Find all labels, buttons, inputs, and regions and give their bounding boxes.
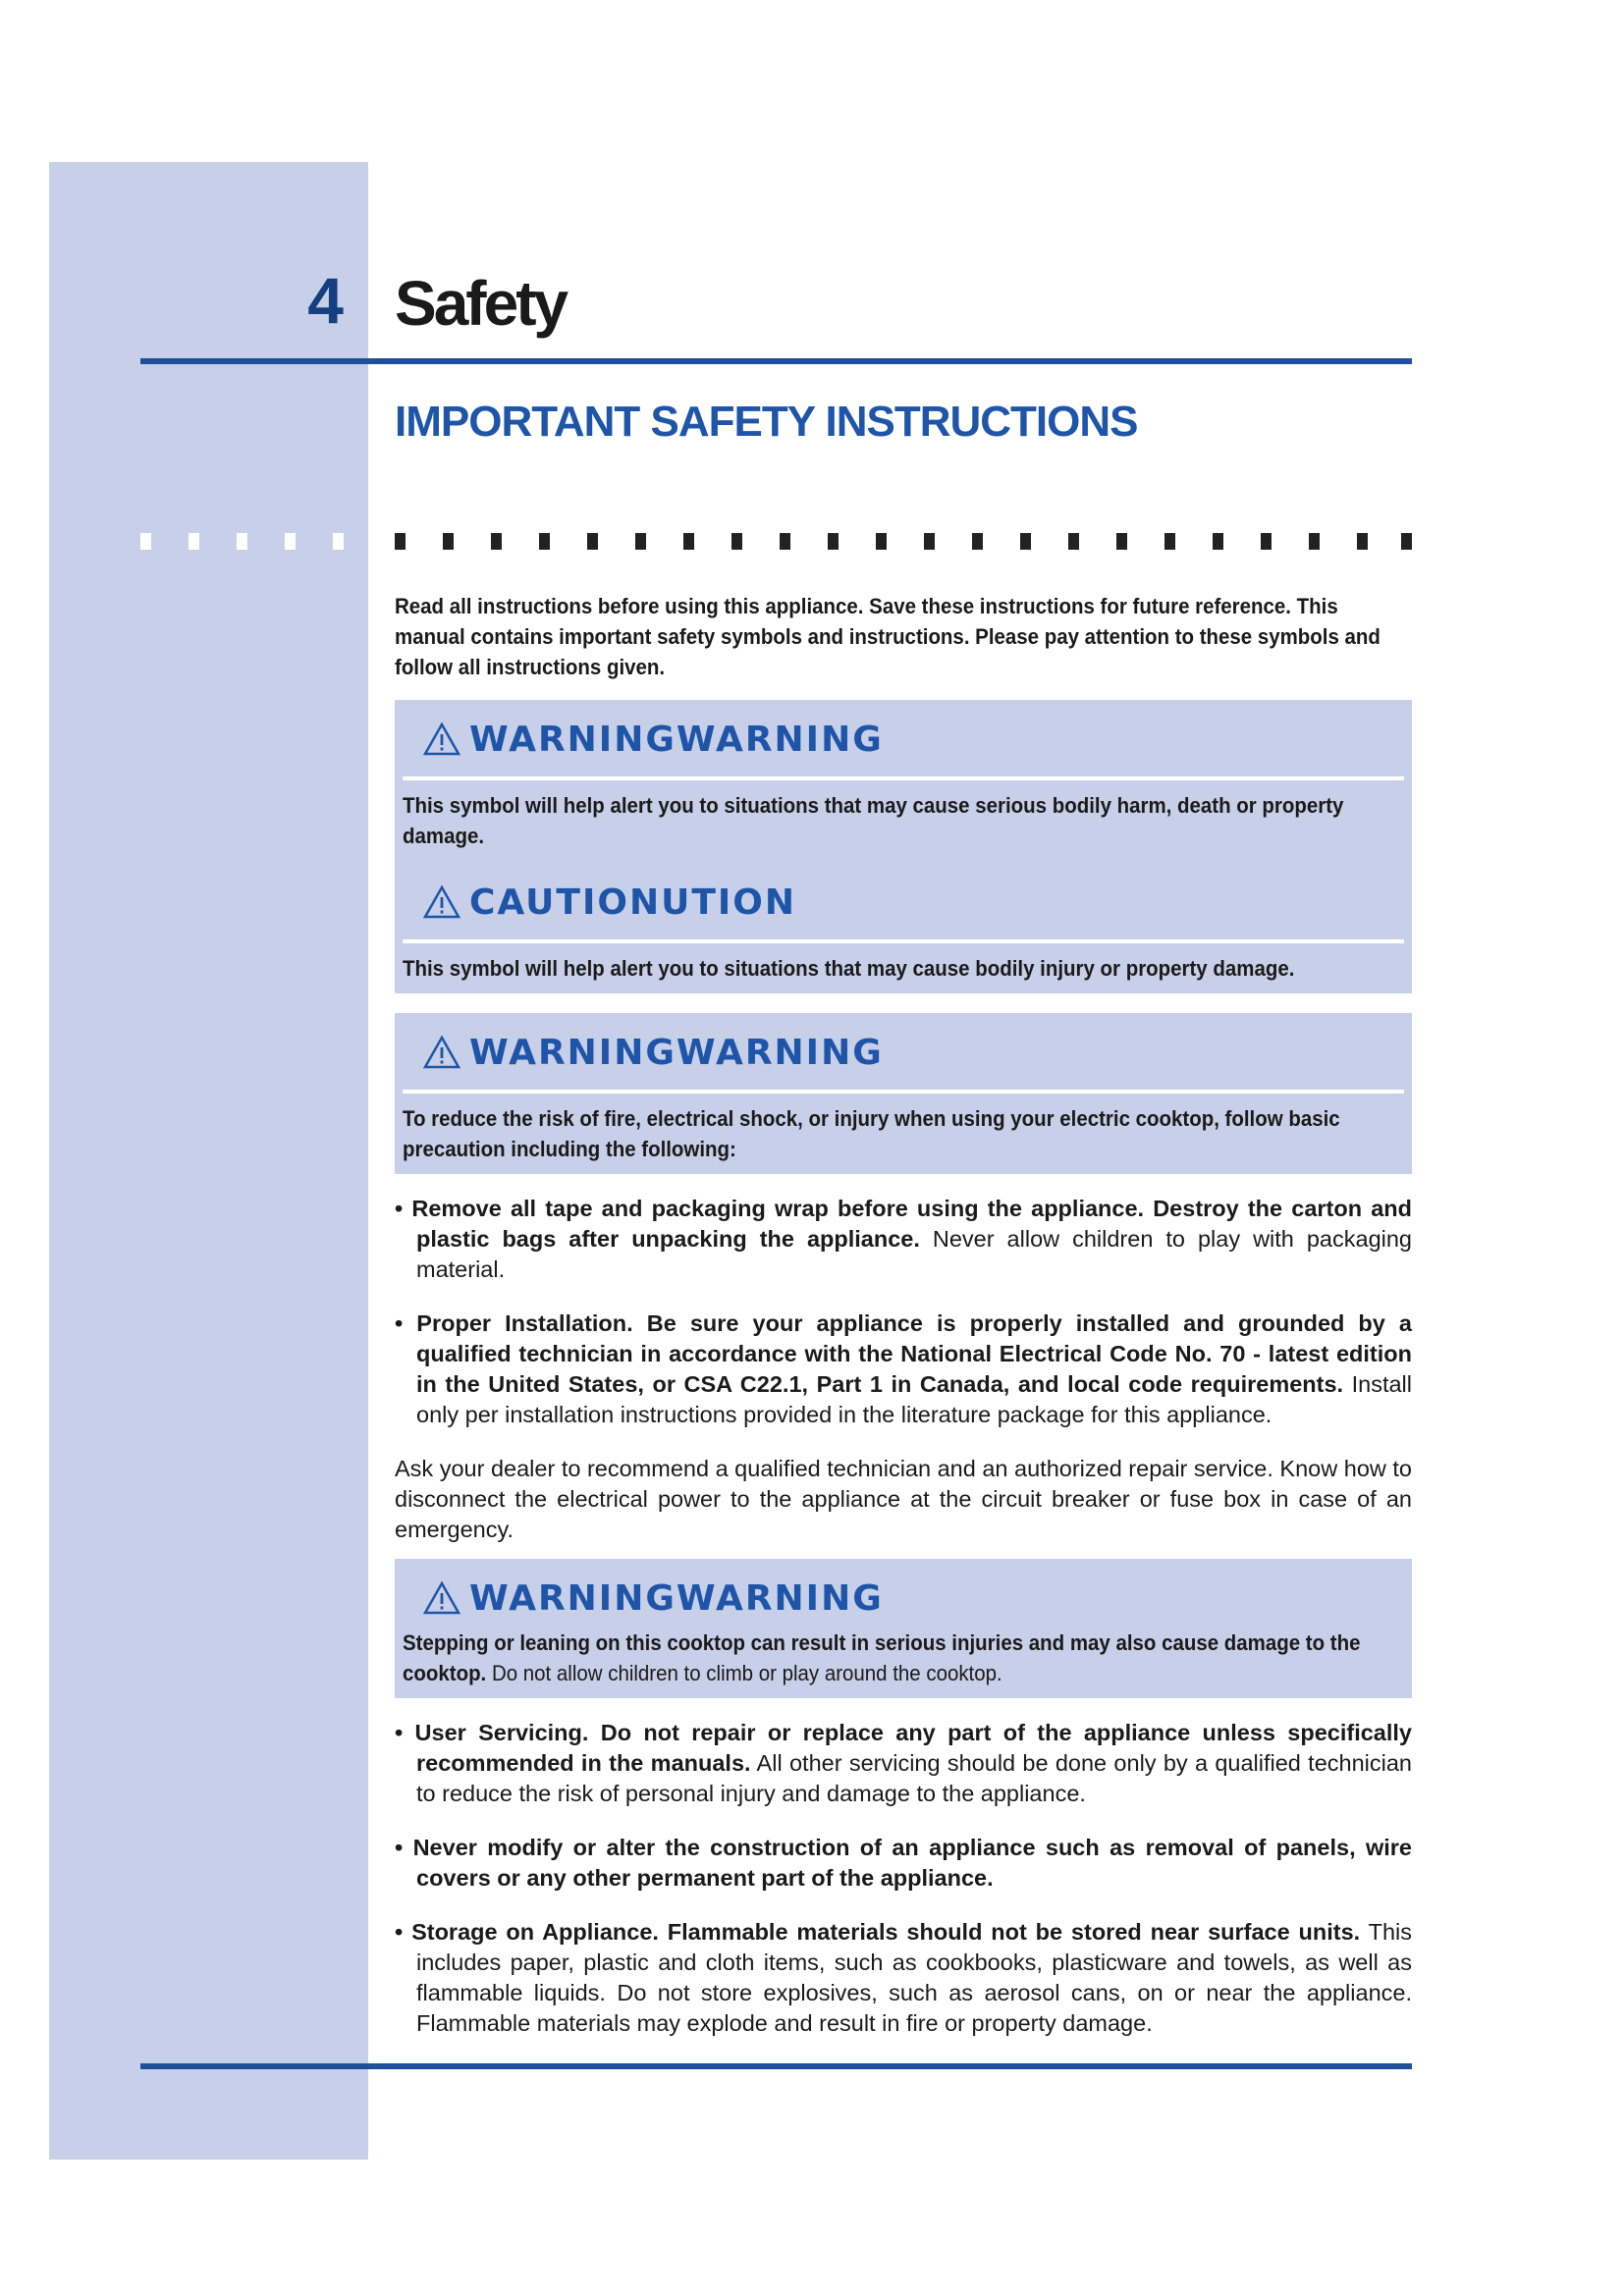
bullet-normal: This includes paper, plastic and cloth items, such as cookbooks, plasticware and towels, as well as flammable liquids. Do not store explosives, such as aerosol cans, on or near the appliance. Flammable materials may explode and result in fire or property damage. xyxy=(416,1919,1413,2036)
divider-dot xyxy=(587,533,598,550)
divider-dot xyxy=(972,533,983,550)
bullet-never-modify xyxy=(395,1833,1412,1894)
divider-dot xyxy=(189,533,199,550)
bullet-bold: • Storage on Appliance. Flammable materials should not be stored near surface units. xyxy=(395,1919,1361,1945)
box-divider xyxy=(403,1090,1404,1094)
box-divider xyxy=(403,939,1404,943)
divider-dot xyxy=(333,533,344,550)
box-divider xyxy=(403,776,1404,780)
warning-triangle-icon xyxy=(422,1580,461,1616)
warning-box-basic-precautions xyxy=(395,1013,1412,1174)
bullet-remove-packaging xyxy=(395,1194,1412,1285)
warning-bold: Stepping or leaning on this cooktop can result in serious injuries and may also cause damage to the cooktop. xyxy=(403,1630,1361,1685)
divider-dot xyxy=(1068,533,1079,550)
top-rule xyxy=(140,358,1412,364)
intro-text: Read all instructions before using this appliance. Save these instructions for future reference. This manual contains important safety symbols and instructions. Please pay attention to these symbols and follow all instructions given. xyxy=(395,594,1380,679)
bullet-bold: • Remove all tape and packaging wrap before using the appliance. Destroy the carton and plastic bags after unpacking the appliance. xyxy=(395,1196,1412,1252)
divider-dot xyxy=(828,533,839,550)
divider-dot xyxy=(140,533,151,550)
divider-dot xyxy=(285,533,296,550)
warning-legend-heading xyxy=(403,710,1404,769)
divider-dot xyxy=(1164,533,1175,550)
warning-heading xyxy=(403,1569,1404,1628)
warning-text xyxy=(403,1628,1407,1688)
divider-dot xyxy=(1401,533,1412,550)
warning-title: WARNINGWARNING xyxy=(469,1577,884,1619)
warning-box-stepping xyxy=(395,1559,1412,1698)
bottom-rule xyxy=(140,2063,1412,2069)
divider-dot xyxy=(731,533,742,550)
divider-dot xyxy=(1261,533,1272,550)
page-number: 4 xyxy=(307,264,344,337)
divider-dot xyxy=(491,533,502,550)
bullet-storage xyxy=(395,1917,1412,2039)
divider-dot xyxy=(1213,533,1223,550)
divider-dot xyxy=(780,533,790,550)
divider-dot xyxy=(1357,533,1368,550)
divider-dot xyxy=(1116,533,1127,550)
divider-dot xyxy=(924,533,935,550)
warning-triangle-icon xyxy=(422,721,461,757)
divider-dot xyxy=(237,533,247,550)
warning-legend-text: This symbol will help alert you to situations that may cause serious bodily harm, death or property damage. xyxy=(403,793,1344,848)
warning-title: WARNINGWARNING xyxy=(469,1032,884,1073)
warning-text: To reduce the risk of fire, electrical shock, or injury when using your electric cooktop, follow basic precaution including the following: xyxy=(403,1106,1340,1161)
divider-dot xyxy=(683,533,694,550)
symbol-legend-box xyxy=(395,700,1412,993)
warning-triangle-icon xyxy=(422,1035,461,1070)
bullet-bold: • Proper Installation. Be sure your appliance is properly installed and grounded by a qualified technician in accordance with the National Electrical Code No. 70 - latest edition in the United States, or CSA C22.1, Part 1 in Canada, and local code requirements. xyxy=(395,1310,1412,1397)
warning-normal: Do not allow children to climb or play around the cooktop. xyxy=(486,1661,1002,1685)
divider-dot xyxy=(443,533,454,550)
warning-heading xyxy=(403,1023,1404,1082)
subtitle: IMPORTANT SAFETY INSTRUCTIONS xyxy=(395,398,1138,446)
main-content xyxy=(395,591,1412,2062)
divider-dot xyxy=(876,533,887,550)
dealer-paragraph: Ask your dealer to recommend a qualified technician and an authorized repair service. Know how to disconnect the electrical power to the appliance at the circuit breaker or fuse box in case of an emergency. xyxy=(395,1456,1412,1542)
bullet-user-servicing xyxy=(395,1718,1412,1809)
divider-dot xyxy=(1309,533,1320,550)
bullet-proper-installation xyxy=(395,1308,1412,1430)
bullet-bold: • Never modify or alter the construction of an appliance such as removal of panels, wire covers or any other permanent part of the appliance. xyxy=(395,1835,1412,1891)
caution-legend-text: This symbol will help alert you to situations that may cause bodily injury or property damage. xyxy=(403,956,1295,981)
warning-legend-title: WARNINGWARNING xyxy=(469,719,884,760)
divider-dot xyxy=(1020,533,1031,550)
divider-dot xyxy=(395,533,406,550)
divider-dot xyxy=(539,533,550,550)
side-band xyxy=(49,162,368,2160)
caution-triangle-icon xyxy=(422,884,461,920)
section-title: Safety xyxy=(395,268,567,339)
bullet-normal: Never allow children to play with packaging material. xyxy=(416,1226,1413,1282)
bullet-normal: All other servicing should be done only by a qualified technician to reduce the risk of personal injury and damage to the appliance. xyxy=(416,1750,1412,1806)
caution-legend-title: CAUTIONUTION xyxy=(469,881,797,923)
bullet-bold: • User Servicing. Do not repair or replace any part of the appliance unless specifically recommended in the manuals. xyxy=(395,1720,1412,1776)
bullet-normal: Install only per installation instructions provided in the literature package for this appliance. xyxy=(416,1371,1412,1427)
caution-legend-heading xyxy=(403,873,1404,932)
divider-dot xyxy=(635,533,646,550)
